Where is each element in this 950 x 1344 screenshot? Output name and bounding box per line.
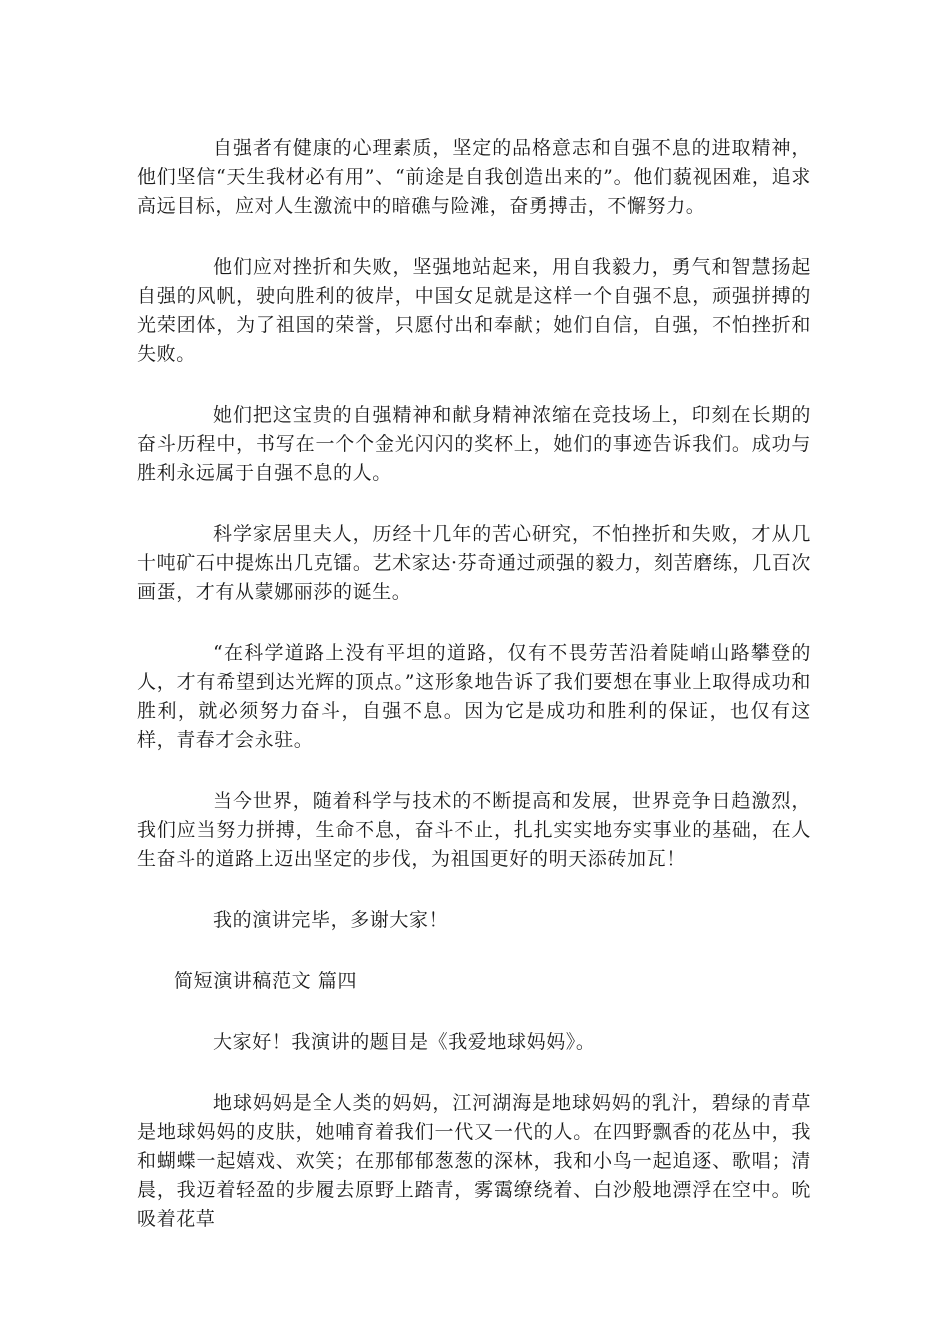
paragraph: 她们把这宝贵的自强精神和献身精神浓缩在竞技场上，印刻在长期的奋斗历程中，书写在一个个金光闪闪的奖杯上，她们的事迹告诉我们。成功与胜利永远属于自强不息的人。 [137,404,811,484]
paragraph: 他们应对挫折和失败，坚强地站起来，用自我毅力，勇气和智慧扬起自强的风帆，驶向胜利的彼岸，中国女足就是这样一个自强不息，顽强拼搏的光荣团体，为了祖国的荣誉，只愿付出和奉献；她们自信，自强，不怕挫折和失败。 [137,256,811,365]
paragraph: 地球妈妈是全人类的妈妈，江河湖海是地球妈妈的乳汁，碧绿的青草是地球妈妈的皮肤，她哺育着我们一代又一代的人。在四野飘香的花丛中，我和蝴蝶一起嬉戏、欢笑；在那郁郁葱葱的深林，我和小鸟一起追逐、歌唱；清晨，我迈着轻盈的步履去原野上踏青，雾霭缭绕着、白沙般地漂浮在空中。吮吸着花草 [137,1092,811,1230]
paragraph: 自强者有健康的心理素质，坚定的品格意志和自强不息的进取精神，他们坚信“天生我材必有用”、“前途是自我创造出来的”。他们藐视困难，追求高远目标，应对人生激流中的暗礁与险滩，奋勇搏击，不懈努力。 [137,137,811,217]
closing-line: 我的演讲完毕，多谢大家！ [213,909,449,931]
document-body [137,134,811,1266]
paragraph: 当今世界，随着科学与技术的不断提高和发展，世界竞争日趋激烈，我们应当努力拼搏，生命不息，奋斗不止，扎扎实实地夯实事业的基础，在人生奋斗的道路上迈出坚定的步伐，为祖国更好的明天添砖加瓦！ [137,790,811,870]
paragraph: “在科学道路上没有平坦的道路，仅有不畏劳苦沿着陡峭山路攀登的人，才有希望到达光辉的顶点。”这形象地告诉了我们要想在事业上取得成功和胜利，就必须努力奋斗，自强不息。因为它是成功和胜利的保证，也仅有这样，青春才会永驻。 [137,642,811,751]
section-heading: 简短演讲稿范文 篇四 [174,970,358,992]
paragraph: 科学家居里夫人，历经十几年的苦心研究，不怕挫折和失败，才从几十吨矿石中提炼出几克镭。艺术家达·芬奇通过顽强的毅力，刻苦磨练，几百次画蛋，才有从蒙娜丽莎的诞生。 [137,523,811,603]
greeting-line: 大家好！我演讲的题目是《我爱地球妈妈》。 [213,1031,596,1053]
